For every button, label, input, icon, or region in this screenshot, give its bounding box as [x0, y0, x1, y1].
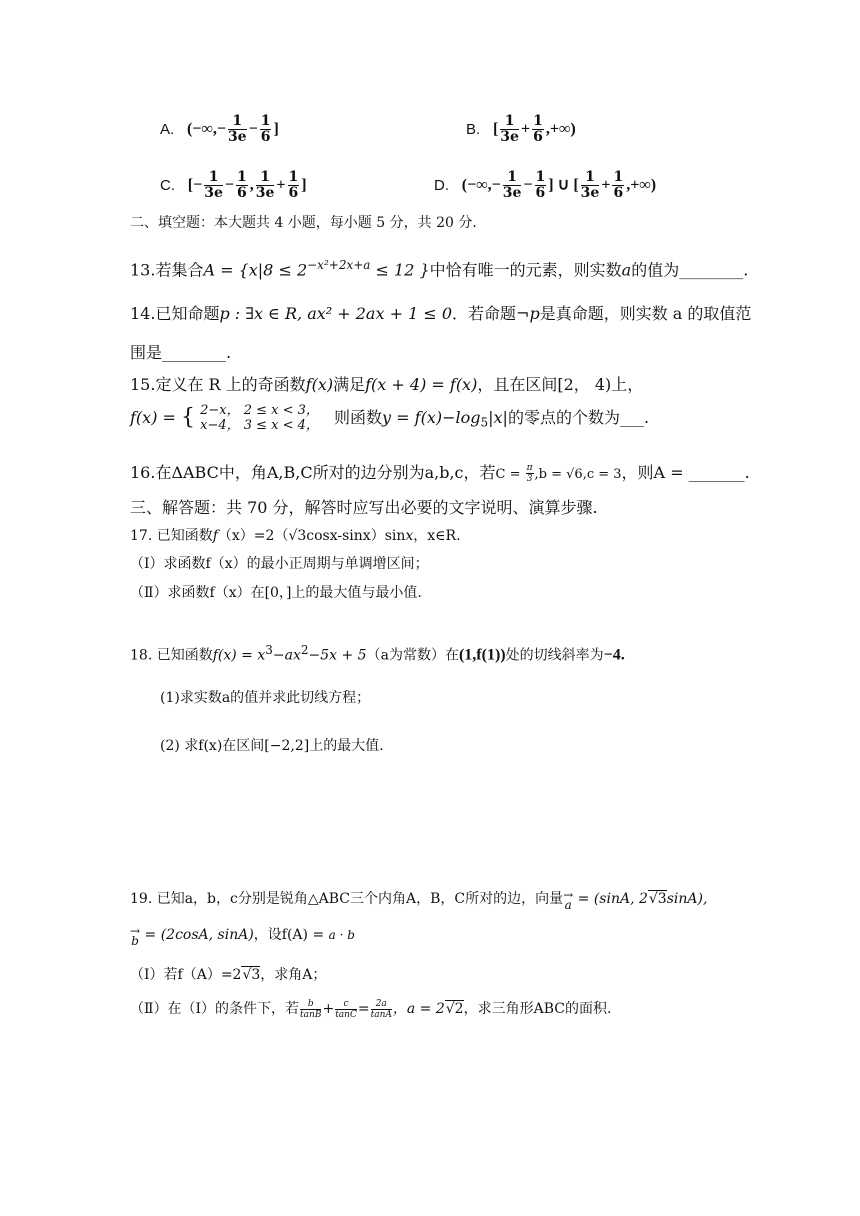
section-2-heading: 二、填空题：本大题共 4 小题，每小题 5 分，共 20 分.: [130, 215, 477, 231]
question-19-part-1: （Ⅰ）若f（A）=2√3，求角A；: [130, 967, 327, 983]
option-b: B. [ $\frac{1}{3e}$ + $\frac{1}{6}$ ,+∞): [466, 113, 576, 145]
question-19-line-2: → b = (2cosA, sinA)，设f(A) = a · b: [130, 924, 355, 948]
section-3-heading: 三、解答题：共 70 分，解答时应写出必要的文字说明、演算步骤.: [130, 498, 598, 517]
option-d-label: D.: [434, 176, 449, 194]
option-b-label: B.: [466, 120, 481, 138]
option-c: C. [− $\frac{1}{3e}$ − $\frac{1}{6}$ , $\frac{1}{3e}$ + $\frac{1}{6}$ ]: [160, 169, 307, 201]
question-15-piecewise: f(x) = { 2−x， 2 ≤ x < 3， x−4， 3 ≤ x < 4， 则函数$y = f(x)-\log_5|x|$的零点的个数为___.: [130, 403, 650, 433]
question-19-part-2: （Ⅱ）在（Ⅰ）的条件下，若 $\frac{b}{\tan B}$ + $\frac{c}{\tan C}$ = $\frac{2a}{\tan A}$ ，a = 2√2，求三角形ABC的面积.: [130, 998, 612, 1020]
question-19: 19. 已知a，b，c分别是锐角△ABC三个内角A，B，C所对的边，向量→ a = (sinA, 2√3sinA),: [130, 888, 708, 912]
question-18-part-1: (1)求实数a的值并求此切线方程；: [160, 690, 371, 706]
option-c-label: C.: [160, 176, 175, 194]
question-16: 16.在ΔABC中，角A,B,C所对的边分别为a,b,c，若C = $\frac{\pi}{3}$ ,b = √6,c = 3，则A = _______.: [130, 463, 750, 484]
question-17: 17. 已知函数f（x）=2（√3cosx-sinx）sinx，x∈R.: [130, 528, 461, 544]
question-18: 18. 已知函数$f(x) = x^3-ax^2-5x + 5(a$为常数）在(1,f(1))处的切线斜率为−4.: [130, 643, 625, 664]
question-17-part-2: （Ⅱ）求函数f（x）在[0，]上的最大值与最小值.: [130, 585, 422, 601]
question-14-line-2: 围是________.: [130, 343, 232, 362]
option-d: D. (−∞,− $\frac{1}{3e}$ − $\frac{1}{6}$ ] ∪ [ $\frac{1}{3e}$ + $\frac{1}{6}$ ,+∞): [434, 169, 657, 201]
option-a-label: A.: [160, 120, 175, 138]
option-a: A. (−∞,− $\frac{1}{3e}$ − $\frac{1}{6}$ ]: [160, 113, 279, 145]
question-14: 14.已知命题p : ∃x ∈ R, ax² + 2ax + 1 ≤ 0．若命题¬p是真命题，则实数 a 的取值范: [130, 304, 752, 323]
question-18-part-2: (2) 求f(x)在区间[−2,2]上的最大值.: [160, 738, 384, 754]
question-17-part-1: （Ⅰ）求函数f（x）的最小正周期与单调增区间；: [130, 556, 429, 572]
question-15: 15.定义在 R 上的奇函数f(x)满足f(x + 4) = f(x)，且在区间[2， 4)上，: [130, 375, 644, 394]
question-13: 13.若集合$A = \{x|8 \le 2^{-x^2+2x+a} \le 12$ }中恰有唯一的元素，则实数a的值为________.: [130, 258, 749, 280]
